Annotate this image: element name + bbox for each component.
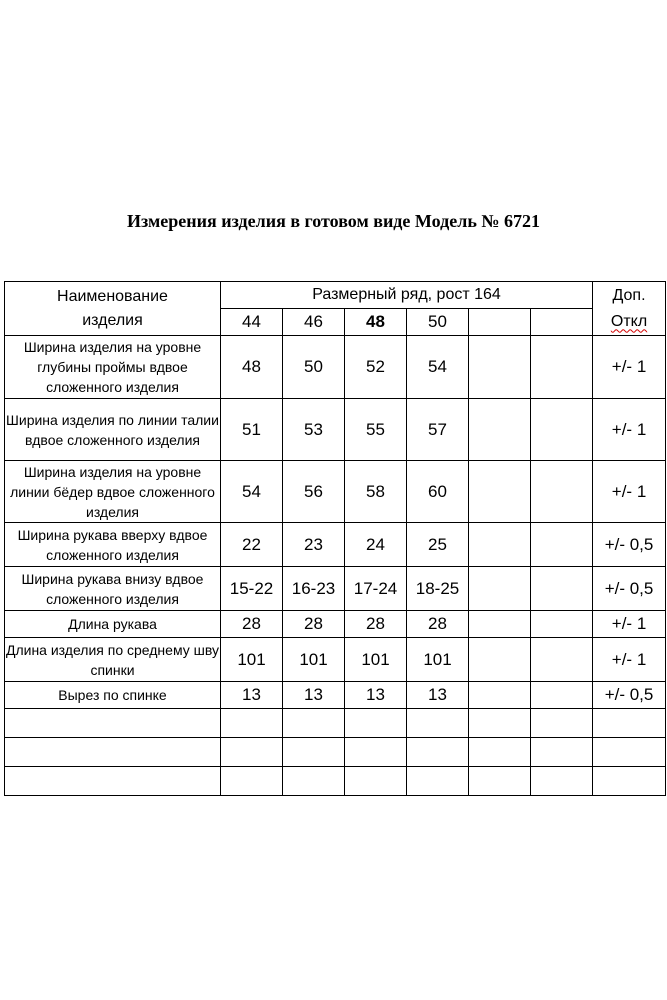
empty-cell	[531, 523, 593, 567]
empty-cell	[531, 461, 593, 523]
header-size-50: 50	[407, 309, 469, 336]
row-value: 15-22	[221, 567, 283, 611]
header-name-line1: Наименование	[57, 287, 168, 305]
row-value: 23	[283, 523, 345, 567]
row-value: 58	[345, 461, 407, 523]
table-row	[5, 399, 666, 461]
row-name: Ширина изделия на уровне линии бёдер вдвое сложенного изделия	[5, 461, 221, 523]
row-deviation: +/- 0,5	[593, 682, 666, 709]
header-deviation-cell	[593, 282, 666, 336]
row-value: 52	[345, 336, 407, 399]
row-value: 54	[407, 336, 469, 399]
table-row	[5, 638, 666, 682]
empty-row	[5, 709, 666, 738]
header-size-48: 48	[345, 309, 407, 336]
measurements-table	[4, 281, 666, 796]
row-deviation: +/- 1	[593, 336, 666, 399]
header-name-line2: изделия	[82, 311, 143, 329]
row-value: 101	[345, 638, 407, 682]
row-value: 17-24	[345, 567, 407, 611]
empty-cell	[469, 682, 531, 709]
row-name: Ширина рукава вверху вдвое сложенного изделия	[5, 523, 221, 567]
empty-cell	[531, 638, 593, 682]
header-size-empty	[531, 309, 593, 336]
empty-cell	[531, 336, 593, 399]
table-row	[5, 523, 666, 567]
table-row	[5, 611, 666, 638]
header-size-range: Размерный ряд, рост 164	[221, 282, 593, 309]
row-value: 13	[221, 682, 283, 709]
row-name: Длина изделия по среднему шву спинки	[5, 638, 221, 682]
row-value: 16-23	[283, 567, 345, 611]
row-value: 24	[345, 523, 407, 567]
row-name: Ширина изделия на уровне глубины проймы вдвое сложенного изделия	[5, 336, 221, 399]
row-value: 53	[283, 399, 345, 461]
row-value: 50	[283, 336, 345, 399]
empty-cell	[531, 567, 593, 611]
row-deviation: +/- 1	[593, 611, 666, 638]
row-value: 54	[221, 461, 283, 523]
table-row	[5, 461, 666, 523]
row-value: 101	[283, 638, 345, 682]
table-row	[5, 682, 666, 709]
row-value: 18-25	[407, 567, 469, 611]
header-size-44: 44	[221, 309, 283, 336]
row-name: Ширина изделия по линии талии вдвое сложенного изделия	[5, 399, 221, 461]
row-name: Ширина рукава внизу вдвое сложенного изделия	[5, 567, 221, 611]
header-deviation-line1: Доп.	[612, 286, 646, 304]
row-value: 13	[345, 682, 407, 709]
row-value: 57	[407, 399, 469, 461]
row-name: Длина рукава	[5, 611, 221, 638]
row-value: 25	[407, 523, 469, 567]
row-value: 13	[283, 682, 345, 709]
header-deviation-line2: Откл	[610, 312, 648, 330]
empty-row	[5, 767, 666, 796]
row-value: 22	[221, 523, 283, 567]
empty-cell	[531, 682, 593, 709]
row-deviation: +/- 1	[593, 461, 666, 523]
empty-cell	[469, 336, 531, 399]
empty-cell	[531, 611, 593, 638]
empty-cell	[531, 399, 593, 461]
row-value: 56	[283, 461, 345, 523]
row-value: 55	[345, 399, 407, 461]
row-name: Вырез по спинке	[5, 682, 221, 709]
empty-cell	[469, 399, 531, 461]
row-deviation: +/- 0,5	[593, 523, 666, 567]
empty-cell	[469, 638, 531, 682]
header-size-empty	[469, 309, 531, 336]
header-size-46: 46	[283, 309, 345, 336]
row-deviation: +/- 1	[593, 399, 666, 461]
row-deviation: +/- 0,5	[593, 567, 666, 611]
empty-row	[5, 738, 666, 767]
row-value: 28	[345, 611, 407, 638]
row-value: 101	[407, 638, 469, 682]
table-row	[5, 567, 666, 611]
empty-cell	[469, 461, 531, 523]
empty-cell	[469, 611, 531, 638]
row-value: 28	[221, 611, 283, 638]
row-value: 60	[407, 461, 469, 523]
header-name-cell	[5, 282, 221, 336]
row-value: 48	[221, 336, 283, 399]
row-value: 28	[407, 611, 469, 638]
empty-cell	[469, 523, 531, 567]
page-title: Измерения изделия в готовом виде Модель № 6721	[127, 211, 540, 231]
row-value: 13	[407, 682, 469, 709]
empty-cell	[469, 567, 531, 611]
row-value: 51	[221, 399, 283, 461]
row-value: 101	[221, 638, 283, 682]
row-value: 28	[283, 611, 345, 638]
row-deviation: +/- 1	[593, 638, 666, 682]
table-row	[5, 336, 666, 399]
